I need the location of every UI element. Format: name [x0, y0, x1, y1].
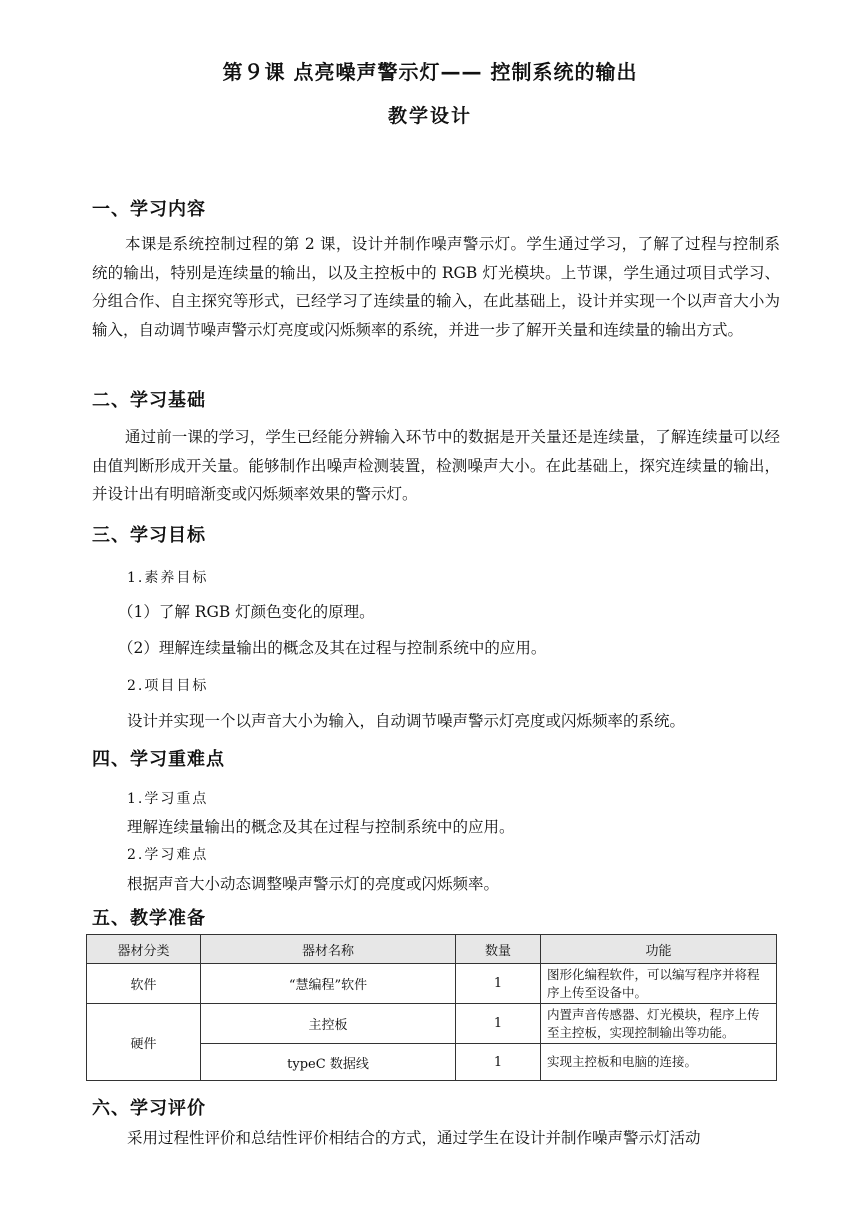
section-content-paragraph: 本课是系统控制过程的第 2 课，设计并制作噪声警示灯。学生通过学习，了解了过程与控制系统的输出，特别是连续量的输出，以及主控板中的 RGB 灯光模块。上节课，学生通过项目式学习、分组合作、自主探究等形式，已经学习了连续量的输入，在此基础上，设计并实现一个以声音大小为输入，自动调节噪声警示灯亮度或闪烁频率的系统，并进一步了解开关量和连续量的输出方式。: [92, 235, 780, 340]
section-heading-objectives: 三、学习目标: [92, 525, 206, 546]
header-name: 器材名称: [201, 935, 456, 964]
keypoint-focus-text: 理解连续量输出的概念及其在过程与控制系统中的应用。: [127, 818, 515, 836]
section-heading-basis: 二、学习基础: [92, 390, 206, 411]
objective-item-1: （1）了解 RGB 灯颜色变化的原理。: [118, 603, 375, 621]
objective-item-3: 设计并实现一个以声音大小为输入，自动调节噪声警示灯亮度或闪烁频率的系统。: [127, 712, 686, 730]
cell-quantity: 1: [456, 1044, 541, 1081]
header-quantity: 数量: [456, 935, 541, 964]
cell-name: typeC 数据线: [201, 1044, 456, 1081]
table-row: [87, 964, 777, 1004]
objective-item-2: （2）理解连续量输出的概念及其在过程与控制系统中的应用。: [118, 639, 547, 657]
cell-category: 硬件: [87, 1004, 201, 1081]
keypoint-sub-difficulty: 2.学习难点: [127, 847, 209, 863]
table-header-row: [87, 935, 777, 964]
header-function: 功能: [541, 935, 777, 964]
table-row: [87, 1004, 777, 1044]
cell-category: 软件: [87, 964, 201, 1004]
evaluation-text: 采用过程性评价和总结性评价相结合的方式，通过学生在设计并制作噪声警示灯活动: [127, 1129, 701, 1147]
keypoint-sub-focus: 1.学习重点: [127, 791, 209, 807]
objective-sub-project: 2.项目目标: [127, 678, 209, 694]
section-heading-evaluation: 六、学习评价: [92, 1098, 206, 1119]
cell-quantity: 1: [456, 1004, 541, 1044]
section-heading-content: 一、学习内容: [92, 199, 206, 220]
lesson-title: 第９课 点亮噪声警示灯—— 控制系统的输出: [222, 60, 638, 84]
cell-name: 主控板: [201, 1004, 456, 1044]
cell-function: 内置声音传感器、灯光模块，程序上传至主控板，实现控制输出等功能。: [541, 1004, 777, 1044]
objective-sub-literacy: 1.素养目标: [127, 570, 209, 586]
cell-name: “慧编程”软件: [201, 964, 456, 1004]
section-heading-preparation: 五、教学准备: [92, 908, 206, 929]
header-category: 器材分类: [87, 935, 201, 964]
section-heading-keypoints: 四、学习重难点: [92, 749, 225, 770]
section-basis-paragraph: 通过前一课的学习，学生已经能分辨输入环节中的数据是开关量还是连续量，了解连续量可以经由值判断形成开关量。能够制作出噪声检测装置，检测噪声大小。在此基础上，探究连续量的输出，并设计出有明暗渐变或闪烁频率效果的警示灯。: [92, 428, 780, 504]
keypoint-difficulty-text: 根据声音大小动态调整噪声警示灯的亮度或闪烁频率。: [127, 875, 500, 893]
equipment-table: [86, 934, 777, 1081]
cell-function: 实现主控板和电脑的连接。: [541, 1044, 777, 1081]
lesson-subtitle: 教学设计: [387, 105, 472, 127]
cell-quantity: 1: [456, 964, 541, 1004]
cell-function: 图形化编程软件，可以编写程序并将程序上传至设备中。: [541, 964, 777, 1004]
